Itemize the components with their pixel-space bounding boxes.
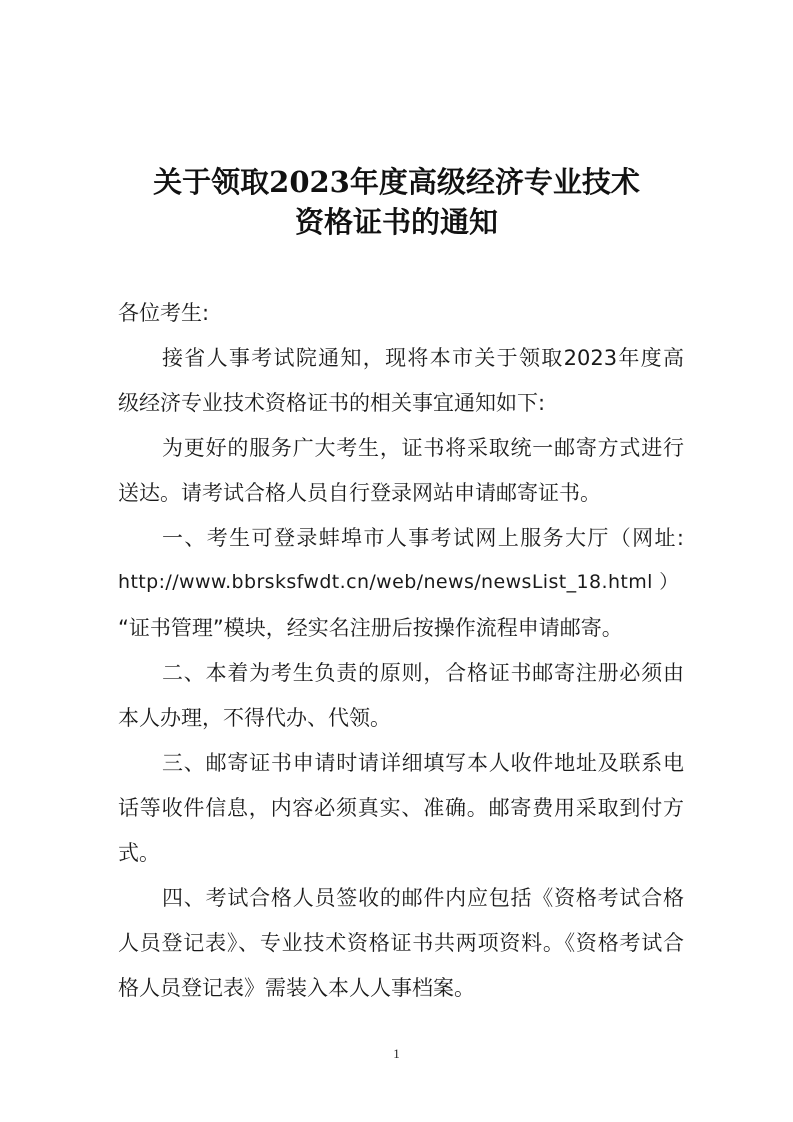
paragraph-2-line-2: 送达。请考试合格人员自行登录网站申请邮寄证书。 bbox=[118, 481, 601, 505]
website-url: http://www.bbrsksfwdt.cn/web/news/newsList_18.html ） bbox=[118, 571, 679, 593]
paragraph-4-line-2: 本人办理，不得代办、代领。 bbox=[118, 706, 391, 730]
paragraph-3-line-3: “证书管理”模块，经实名注册后按操作流程申请邮寄。 bbox=[118, 616, 623, 640]
paragraph-1-line-1: 接省人事考试院通知，现将本市关于领取2023年度高 bbox=[162, 346, 684, 370]
paragraph-3-line-1: 一、考生可登录蚌埠市人事考试网上服务大厅（网址: bbox=[162, 526, 684, 550]
paragraph-5-line-1: 三、邮寄证书申请时请详细填写本人收件地址及联系电 bbox=[162, 751, 684, 775]
notice-title-line-2: 资格证书的通知 bbox=[294, 205, 498, 239]
paragraph-5-line-3: 式。 bbox=[118, 841, 160, 865]
paragraph-6-line-3: 格人员登记表》需装入本人人事档案。 bbox=[118, 976, 475, 1000]
paragraph-4-line-1: 二、本着为考生负责的原则，合格证书邮寄注册必须由 bbox=[162, 661, 684, 685]
paragraph-1-line-2: 级经济专业技术资格证书的相关事宜通知如下: bbox=[118, 391, 546, 415]
notice-title-line-1: 关于领取2023年度高级经济专业技术 bbox=[153, 165, 640, 199]
paragraph-6-line-1: 四、考试合格人员签收的邮件内应包括《资格考试合格 bbox=[162, 886, 684, 910]
paragraph-6-line-2: 人员登记表》、专业技术资格证书共两项资料。《资格考试合 bbox=[118, 931, 684, 955]
paragraph-5-line-2: 话等收件信息，内容必须真实、准确。邮寄费用采取到付方 bbox=[118, 796, 684, 820]
salutation: 各位考生: bbox=[118, 301, 210, 325]
paragraph-2-line-1: 为更好的服务广大考生，证书将采取统一邮寄方式进行 bbox=[162, 436, 684, 460]
page-number: 1 bbox=[393, 1046, 400, 1061]
